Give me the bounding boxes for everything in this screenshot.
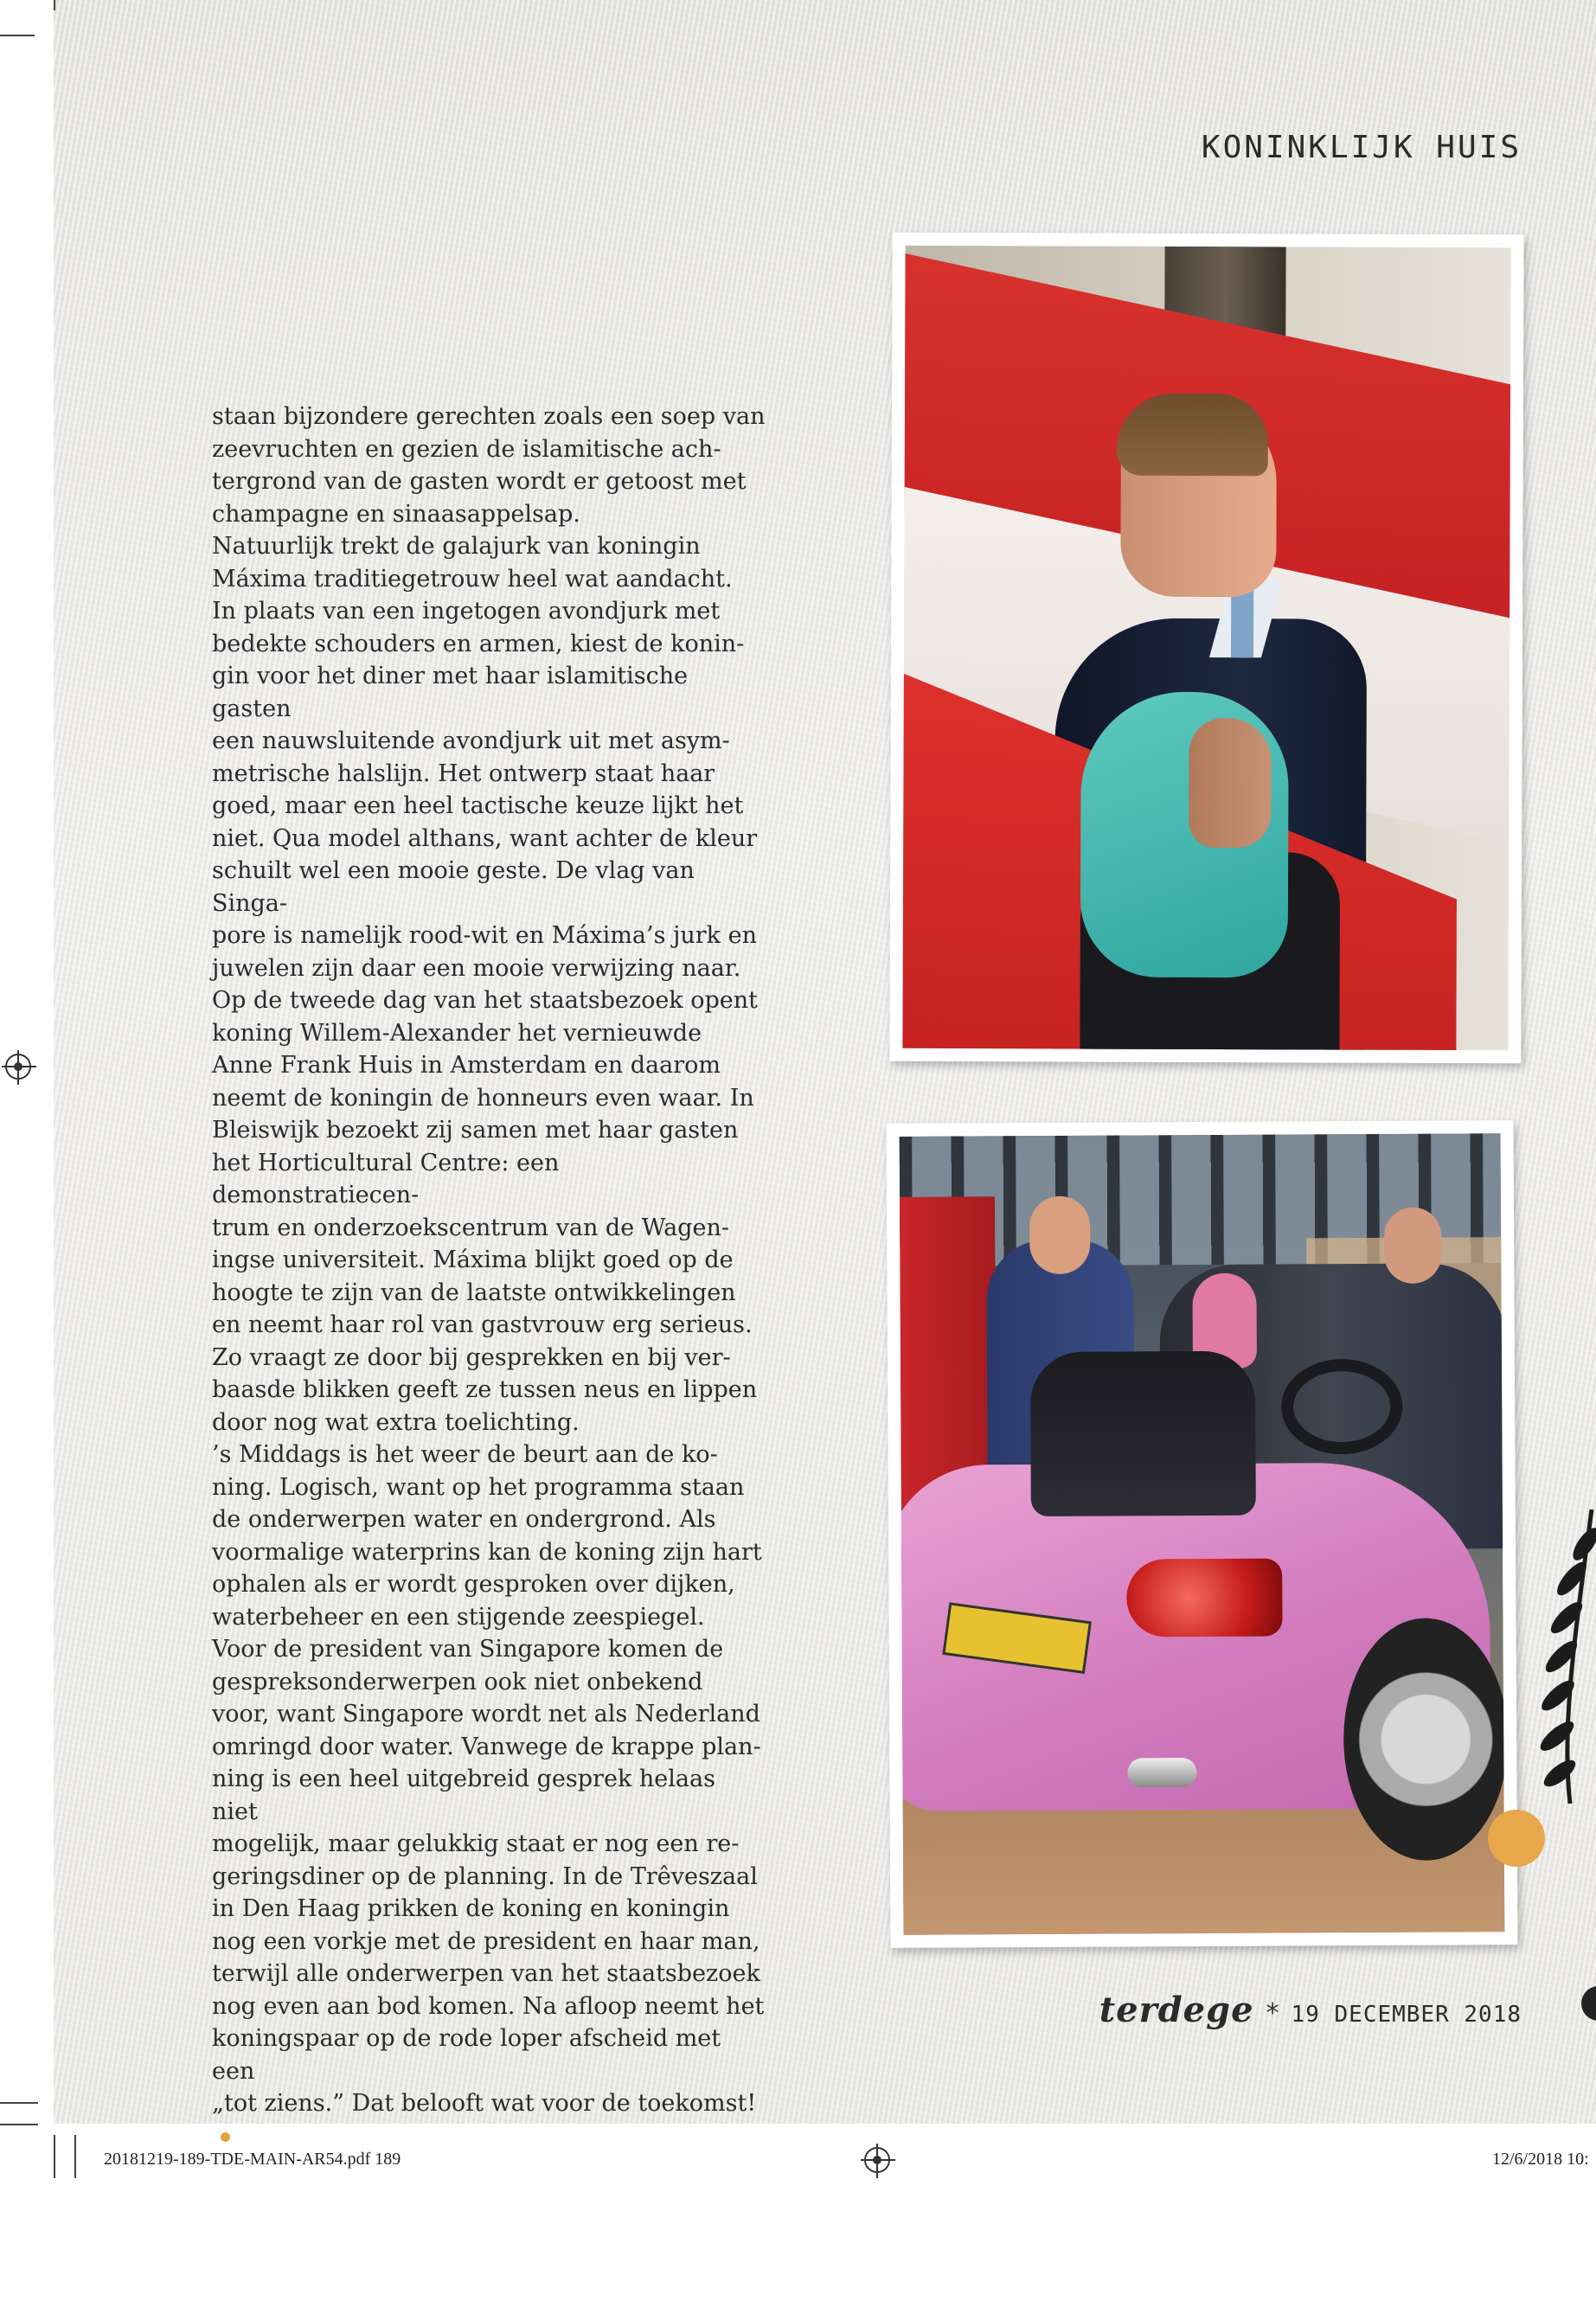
leaf-branch-icon bbox=[1509, 1509, 1596, 1804]
photo-image bbox=[900, 1133, 1505, 1935]
crop-mark bbox=[0, 2124, 38, 2125]
orange-circle-icon bbox=[1488, 1810, 1545, 1867]
registration-mark-icon bbox=[5, 1054, 31, 1080]
crop-mark bbox=[0, 2102, 38, 2104]
issue-date: 19 DECEMBER 2018 bbox=[1291, 2002, 1522, 2028]
magazine-logo: terdege bbox=[1099, 1990, 1254, 2030]
section-title: KONINKLIJK HUIS bbox=[1201, 130, 1522, 165]
footer-separator: * bbox=[1266, 1998, 1279, 2029]
crop-mark bbox=[54, 0, 55, 10]
photo-image bbox=[902, 246, 1510, 1050]
article-body-text: staan bijzondere gerechten zoals een soep van zeevruchten en gezien de islamitische ach- tergrond van de gasten wordt er getoost met champagne en sinaasappelsap. Natuurlijk trekt de galajurk van koningin Máxima traditiegetrouw heel wat aandacht. In plaats van een ingetogen avondjurk met bedekte schouders en armen, kiest de konin- gin voor het diner met haar islamitische gasten een nauwsluitende avondjurk uit met asym- metrische halslijn. Het ontwerp staat haar goed, maar een heel tactische keuze lijkt het niet. Qua model althans, want achter de kleur schuilt wel een mooie geste. De vlag van Singa- pore is namelijk rood-wit en Máxima’s jurk en juwelen zijn daar een mooie verwijzing naar. Op de tweede dag van het staatsbezoek opent koning Willem-Alexander het vernieuwde Anne Frank Huis in Amsterdam en daarom neemt de koningin de honneurs even waar. In Bleiswijk bezoekt zij samen met haar gasten het Horticultural Centre: een demonstratiecen- trum en onderzoekscentrum van de Wagen- ingse universiteit. Máxima blijkt goed op de hoogte te zijn van de laatste ontwikkelingen en neemt haar rol van gastvrouw erg serieus. Zo vraagt ze door bij gesprekken en bij ver- baasde blikken geeft ze tussen neus en lippen door nog wat extra toelichting. ’s Middags is het weer de beurt aan de ko- ning. Logisch, want op het programma staan de onderwerpen water en ondergrond. Als voormalige waterprins kan de koning zijn hart ophalen als er wordt gesproken over dijken, waterbeheer en een stijgende zeespiegel. Voor de president van Singapore komen de gespreksonderwerpen ook niet onbekend voor, want Singapore wordt net als Nederland omringd door water. Vanwege de krappe plan- ning is een heel uitgebreid gesprek helaas niet mogelijk, maar gelukkig staat er nog een re- geringsdiner op de planning. In de Trêveszaal in Den Haag prikken de koning en koningin nog een vorkje met de president en haar man, terwijl alle onderwerpen van het staatsbezoek nog even aan bod komen. Na afloop neemt het koningspaar op de rode loper afscheid met een „tot ziens.” Dat belooft wat voor de toekomst! bbox=[212, 403, 766, 2117]
page-footer bbox=[1099, 1990, 1522, 2030]
crop-mark bbox=[0, 35, 35, 36]
end-mark-icon bbox=[221, 2132, 230, 2142]
crop-mark bbox=[74, 2135, 76, 2178]
registration-mark-icon bbox=[864, 2147, 890, 2173]
photo-king-and-president bbox=[889, 233, 1523, 1064]
crop-mark bbox=[54, 2135, 55, 2178]
print-slug-date: 12/6/2018 10: bbox=[1492, 2150, 1589, 2169]
article-body bbox=[212, 401, 766, 2152]
photo-pink-car-visit bbox=[887, 1120, 1518, 1948]
print-slug-file: 20181219-189-TDE-MAIN-AR54.pdf 189 bbox=[104, 2150, 401, 2169]
